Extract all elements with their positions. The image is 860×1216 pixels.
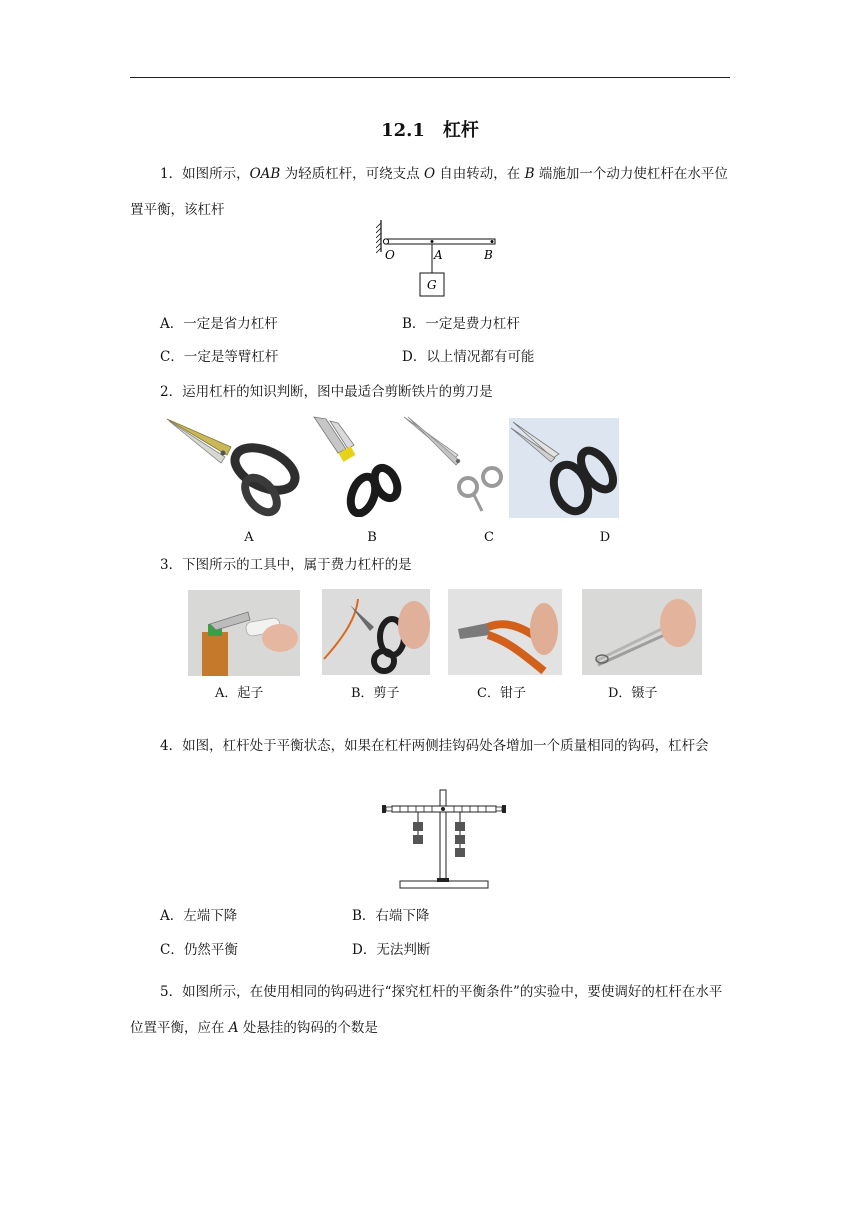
q4-option-a[interactable]: A．左端下降 [160, 908, 238, 924]
question-2-stem: 2．运用杠杆的知识判断，图中最适合剪断铁片的剪刀是 [160, 384, 493, 400]
q1-option-c[interactable]: C．一定是等臂杠杆 [160, 349, 279, 365]
header-rule [130, 77, 730, 78]
pliers-image [448, 589, 562, 675]
page-title: 12.1 杠杆 [381, 120, 479, 141]
scissors-c-image [402, 415, 508, 519]
scissors-b-image [308, 415, 408, 517]
q2-label-d[interactable]: D [599, 530, 611, 545]
bottle-opener-image [188, 590, 300, 676]
q1-option-a[interactable]: A．一定是省力杠杆 [160, 316, 278, 332]
lever-balance-diagram [378, 788, 510, 896]
point-o-label: O [385, 248, 395, 262]
q3-label-d[interactable]: D．镊子 [608, 686, 658, 701]
question-5-stem: 5．如图所示，在使用相同的钩码进行“探究杠杆的平衡条件”的实验中，要使调好的杠杆在水平位置平衡，应在 A 处悬挂的钩码的个数是 [130, 984, 723, 1036]
q2-label-c[interactable]: C [484, 530, 494, 545]
q3-label-c[interactable]: C．钳子 [477, 686, 526, 701]
scissors-tool-image [322, 589, 430, 675]
q1-option-b[interactable]: B．一定是费力杠杆 [402, 316, 520, 332]
q3-label-a[interactable]: A．起子 [215, 686, 264, 701]
q3-label-b[interactable]: B．剪子 [351, 686, 400, 701]
q4-option-d[interactable]: D．无法判断 [352, 942, 431, 958]
q2-label-a[interactable]: A [244, 530, 254, 545]
weight-g-label: G [427, 278, 437, 292]
q1-option-d[interactable]: D．以上情况都有可能 [402, 349, 535, 365]
q2-label-b[interactable]: B [367, 530, 377, 545]
scissors-d-image [509, 418, 619, 518]
lever-oab-diagram [376, 218, 500, 300]
tweezers-image [582, 589, 702, 675]
scissors-a-image [165, 417, 305, 517]
point-b-label: B [484, 248, 493, 262]
question-1-stem: 1．如图所示，OAB 为轻质杠杆，可绕支点 O 自由转动，在 B 端施加一个动力使杠杆在水平位置平衡，该杠杆 [130, 166, 728, 218]
question-3-stem: 3．下图所示的工具中，属于费力杠杆的是 [160, 557, 412, 573]
question-4-stem: 4．如图，杠杆处于平衡状态，如果在杠杆两侧挂钩码处各增加一个质量相同的钩码，杠杆会 [160, 738, 709, 754]
q4-option-b[interactable]: B．右端下降 [352, 908, 430, 924]
q4-option-c[interactable]: C．仍然平衡 [160, 942, 238, 958]
point-a-label: A [434, 248, 443, 262]
